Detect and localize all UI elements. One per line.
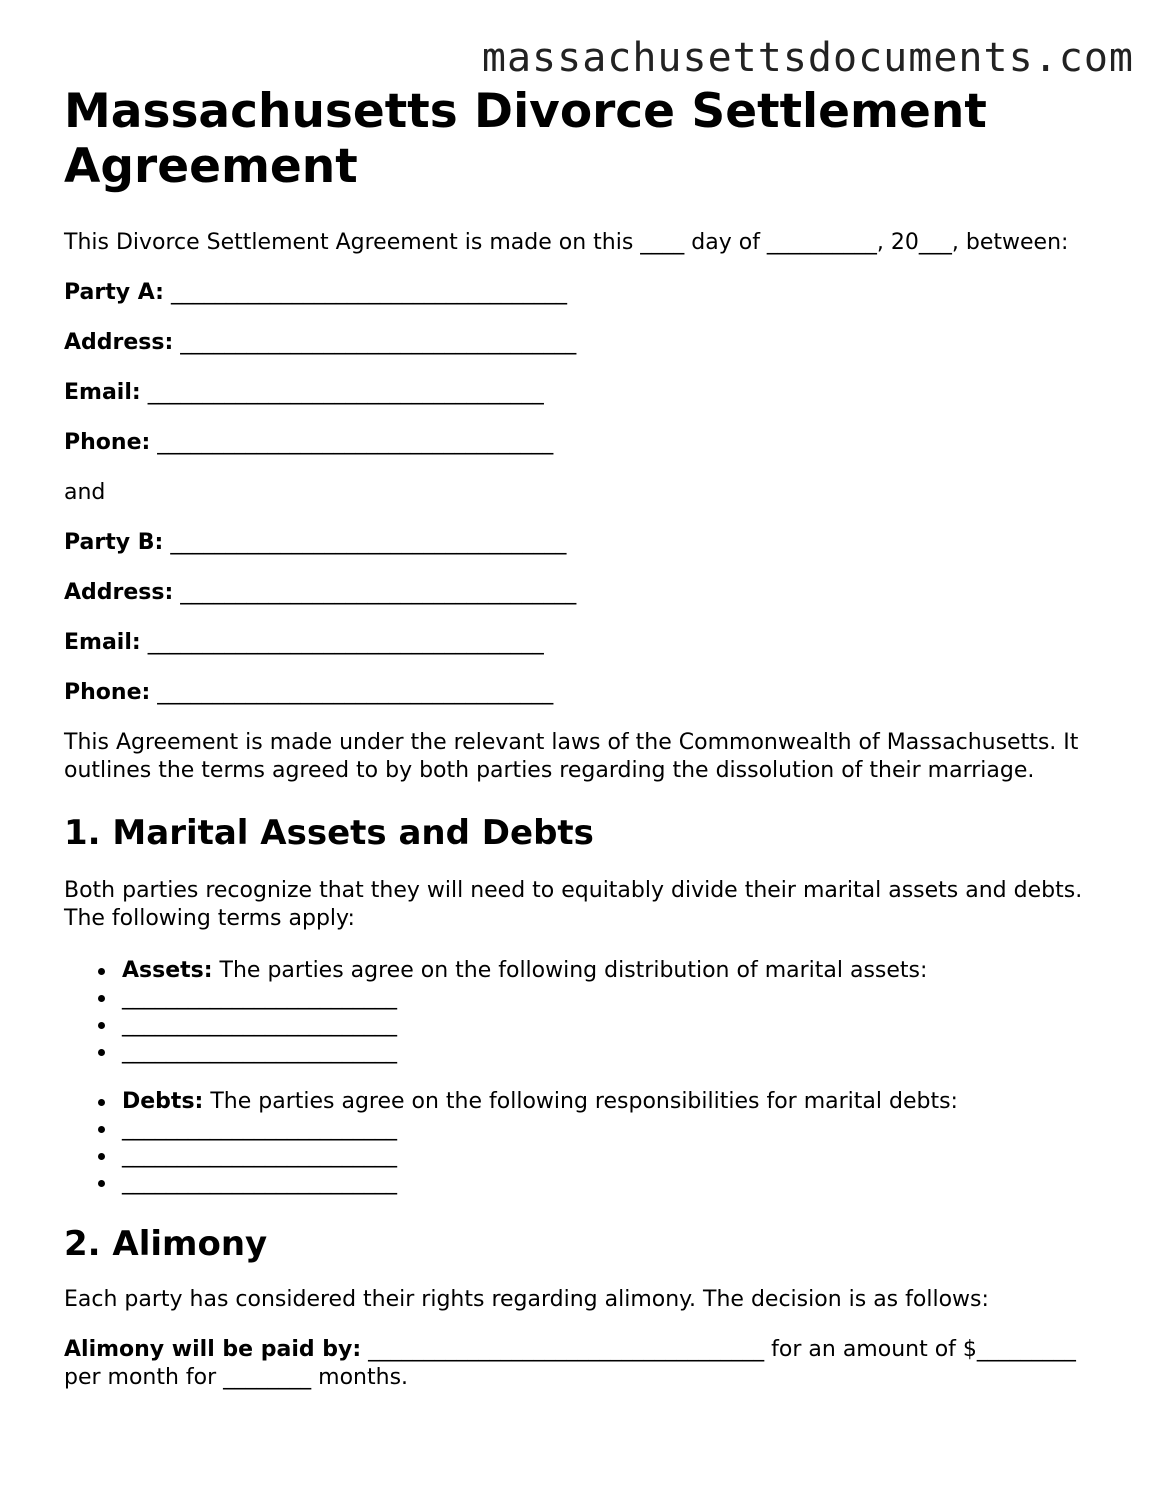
fill-in-blank[interactable]: ____________________________________: [157, 430, 554, 455]
party-a-block: [64, 279, 1114, 457]
alimony-payer-label: Alimony will be paid by:: [64, 1337, 362, 1362]
field-label: Email:: [64, 630, 141, 655]
fill-in-blank[interactable]: _________________________: [122, 1170, 397, 1195]
alimony-payer-field: [64, 1336, 1114, 1392]
list-item: [122, 1115, 1114, 1142]
fill-in-blank[interactable]: ____________________________________: [157, 680, 554, 705]
debts-label: Debts:: [122, 1089, 204, 1114]
list-item: [122, 1011, 1114, 1038]
alimony-terms-blank[interactable]: ____________________________________ for an amount of $_________ per month for ________ months.: [64, 1337, 1076, 1390]
list-item: [122, 984, 1114, 1011]
party-a-address-field: [64, 329, 1114, 357]
party-a-phone-field: [64, 429, 1114, 457]
fill-in-blank[interactable]: ____________________________________: [170, 280, 567, 305]
and-separator: and: [64, 480, 106, 505]
list-item: [122, 1038, 1114, 1065]
party-a-email-field: [64, 379, 1114, 407]
list-item: [122, 1142, 1114, 1169]
list-item: [122, 1169, 1114, 1196]
list-item: [122, 957, 1114, 984]
fill-in-blank[interactable]: ____________________________________: [180, 330, 577, 355]
field-label: Email:: [64, 380, 141, 405]
party-a-name-field: [64, 279, 1114, 307]
fill-in-blank[interactable]: ____________________________________: [147, 630, 544, 655]
fill-in-blank[interactable]: _________________________: [122, 1012, 397, 1037]
field-label: Phone:: [64, 430, 151, 455]
fill-in-blank[interactable]: _________________________: [122, 985, 397, 1010]
governing-law-paragraph: This Agreement is made under the relevant laws of the Commonwealth of Massachusetts. It outlines the terms agreed to by both parties regarding the dissolution of their marriage.: [64, 730, 1079, 783]
party-b-email-field: [64, 629, 1114, 657]
document-title: Massachusetts Divorce Settlement Agreement: [64, 84, 987, 194]
section-heading-assets-debts: 1. Marital Assets and Debts: [64, 813, 594, 853]
debts-description: The parties agree on the following responsibilities for marital debts:: [203, 1089, 958, 1114]
fill-in-blank[interactable]: ____________________________________: [180, 580, 577, 605]
field-label: Address:: [64, 580, 174, 605]
party-b-name-field: [64, 529, 1114, 557]
section-heading-alimony: 2. Alimony: [64, 1224, 268, 1264]
fill-in-blank[interactable]: ____________________________________: [170, 530, 567, 555]
field-label: Party A:: [64, 280, 164, 305]
fill-in-blank[interactable]: _________________________: [122, 1143, 397, 1168]
assets-debts-paragraph: Both parties recognize that they will need to equitably divide their marital assets and debts. The following terms apply:: [64, 878, 1083, 931]
field-label: Phone:: [64, 680, 151, 705]
fill-in-blank[interactable]: _________________________: [122, 1039, 397, 1064]
list-item: [122, 1088, 1114, 1115]
assets-label: Assets:: [122, 958, 213, 983]
assets-description: The parties agree on the following distribution of marital assets:: [212, 958, 928, 983]
party-b-address-field: [64, 579, 1114, 607]
intro-paragraph: This Divorce Settlement Agreement is made on this ____ day of __________, 20___, between:: [64, 230, 1069, 255]
fill-in-blank[interactable]: _________________________: [122, 1116, 397, 1141]
document-body: [64, 84, 1114, 1392]
party-b-phone-field: [64, 679, 1114, 707]
party-b-block: [64, 529, 1114, 707]
field-label: Address:: [64, 330, 174, 355]
alimony-paragraph: Each party has considered their rights regarding alimony. The decision is as follows:: [64, 1287, 989, 1312]
debts-list: [64, 1088, 1114, 1196]
assets-list: [64, 957, 1114, 1065]
fill-in-blank[interactable]: ____________________________________: [147, 380, 544, 405]
field-label: Party B:: [64, 530, 164, 555]
watermark-site: massachusettsdocuments.com: [481, 35, 1134, 81]
